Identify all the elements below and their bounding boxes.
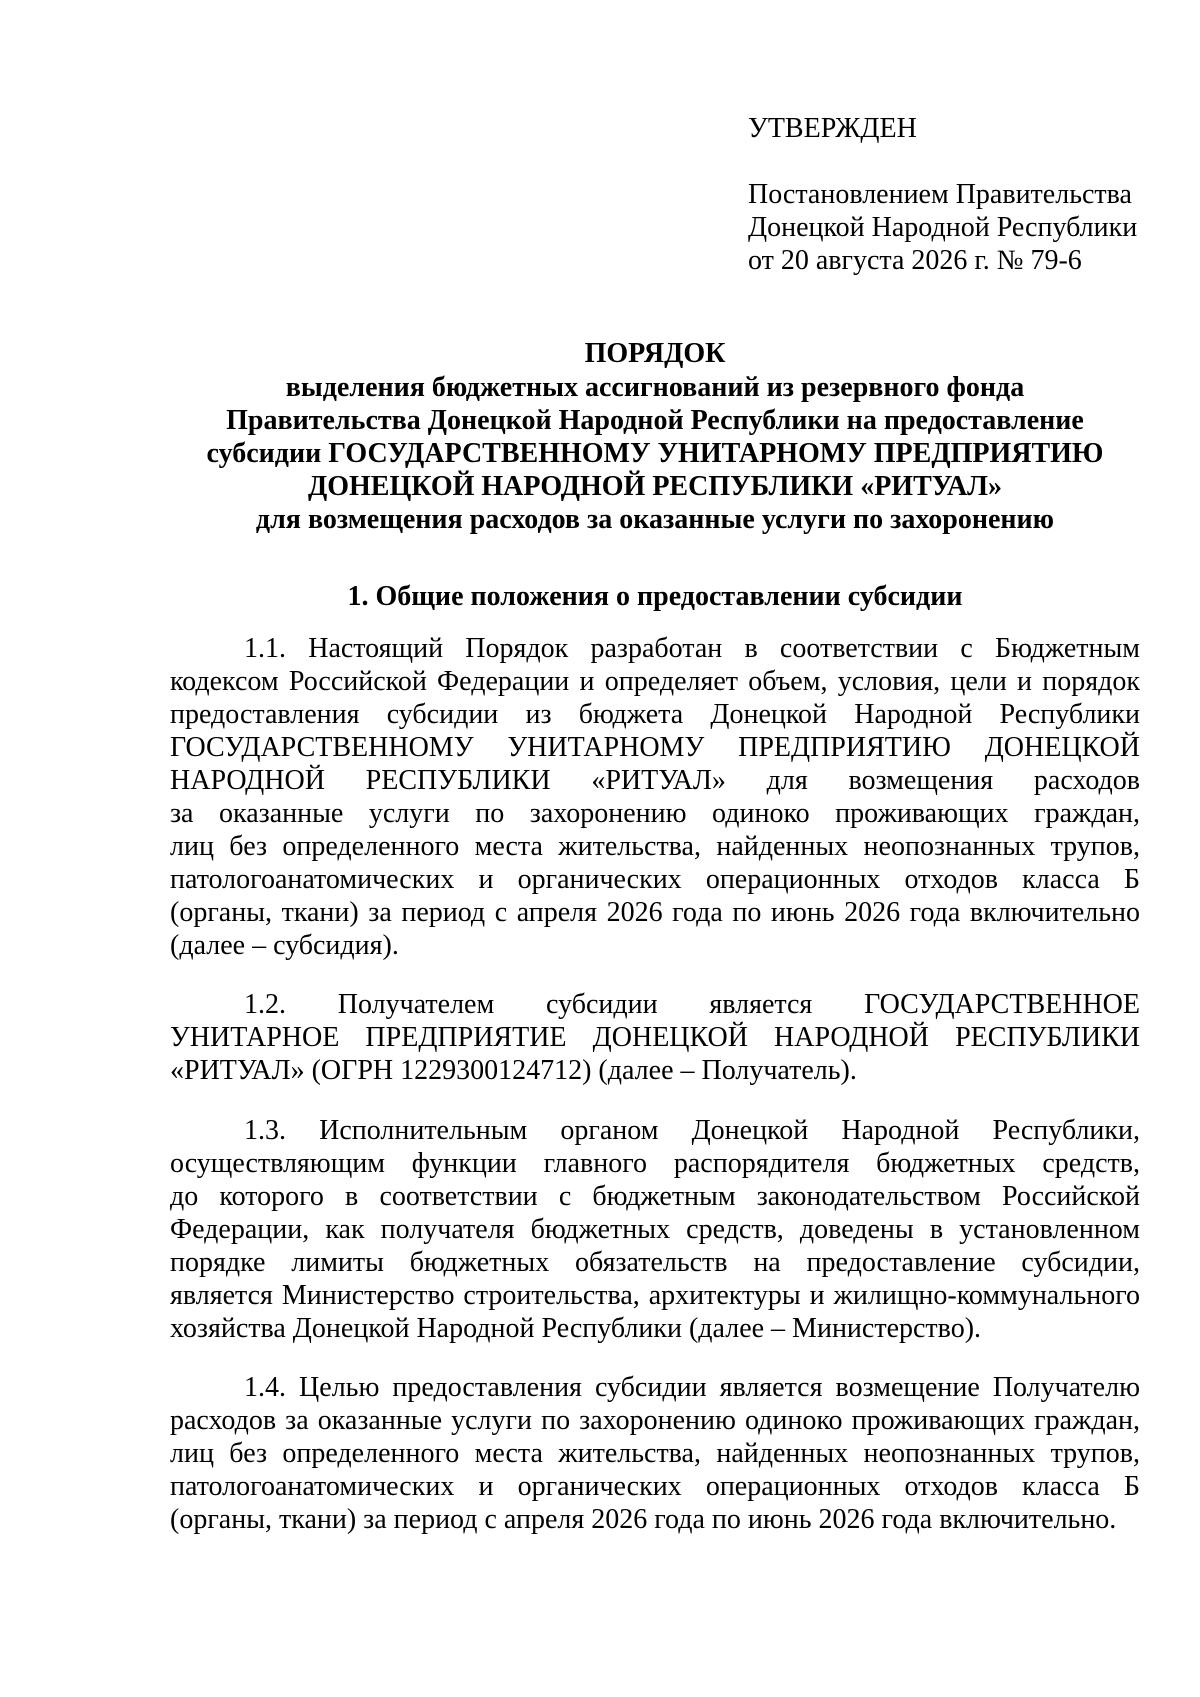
document-subtitle-line-1: выделения бюджетных ассигнований из резервного фонда (285, 372, 1025, 403)
paragraph-1-4-text (170, 1371, 1140, 1536)
paragraph-1-2 (170, 988, 1140, 1087)
paragraph-line: ГОСУДАРСТВЕННОМУ УНИТАРНОМУ ПРЕДПРИЯТИЮ ДОНЕЦКОЙ (170, 732, 1140, 763)
document-title: ПОРЯДОК (584, 338, 726, 369)
paragraph-line: патологоанатомических и органических операционных отходов класса Б (170, 1471, 1140, 1502)
paragraph-line: «РИТУАЛ» (ОГРН 1229300124712) (далее – Получатель). (170, 1055, 857, 1086)
paragraph-line: 1.4. Целью предоставления субсидии является возмещение Получателю (244, 1372, 1140, 1403)
paragraph-line: лиц без определенного места жительства, найденных неопознанных трупов, (170, 831, 1140, 862)
paragraph-line: (органы, ткани) за период с апреля 2026 года по июнь 2026 года включительно (170, 897, 1140, 928)
paragraph-line: до которого в соответствии с бюджетным законодательством Российской (170, 1181, 1140, 1212)
paragraph-line: 1.3. Исполнительным органом Донецкой Народной Республики, (244, 1115, 1140, 1146)
paragraph-1-1-text (170, 632, 1140, 962)
approval-line-2: Донецкой Народной Республики (748, 212, 1138, 243)
paragraph-line: НАРОДНОЙ РЕСПУБЛИКИ «РИТУАЛ» для возмещения расходов (170, 765, 1140, 796)
paragraph-line: (далее – субсидия). (170, 930, 399, 961)
document-subtitle-line-3: субсидии ГОСУДАРСТВЕННОМУ УНИТАРНОМУ ПРЕДПРИЯТИЮ (206, 438, 1104, 469)
approval-title: УТВЕРЖДЕН (748, 113, 917, 144)
document-heading (170, 337, 1140, 536)
paragraph-1-2-text (170, 988, 1140, 1087)
paragraph-line: является Министерство строительства, архитектуры и жилищно-коммунального (170, 1280, 1140, 1311)
paragraph-line: 1.2. Получателем субсидии является ГОСУДАРСТВЕННОЕ (244, 989, 1140, 1020)
paragraph-line: УНИТАРНОЕ ПРЕДПРИЯТИЕ ДОНЕЦКОЙ НАРОДНОЙ РЕСПУБЛИКИ (170, 1022, 1140, 1053)
paragraph-1-3-text (170, 1114, 1140, 1345)
paragraph-line: патологоанатомических и органических операционных отходов класса Б (170, 864, 1140, 895)
section-title: 1. Общие положения о предоставлении субсидии (347, 581, 963, 612)
document-subtitle-line-5: для возмещения расходов за оказанные услуги по захоронению (255, 504, 1055, 535)
paragraph-line: расходов за оказанные услуги по захоронению одиноко проживающих граждан, (170, 1405, 1140, 1436)
paragraph-line: хозяйства Донецкой Народной Республики (далее – Министерство). (170, 1313, 982, 1344)
paragraph-line: (органы, ткани) за период с апреля 2026 года по июнь 2026 года включительно. (170, 1504, 1117, 1535)
paragraph-line: кодексом Российской Федерации и определяет объем, условия, цели и порядок (170, 666, 1140, 697)
paragraph-line: за оказанные услуги по захоронению одиноко проживающих граждан, (170, 798, 1140, 829)
approval-block (748, 112, 1168, 277)
paragraph-line: Федерации, как получателя бюджетных средств, доведены в установленном (170, 1214, 1140, 1245)
paragraph-line: 1.1. Настоящий Порядок разработан в соответствии с Бюджетным (244, 633, 1140, 664)
document-subtitle-line-2: Правительства Донецкой Народной Республики на предоставление (226, 405, 1084, 436)
paragraph-line: осуществляющим функции главного распорядителя бюджетных средств, (170, 1148, 1140, 1179)
document-subtitle-line-4: ДОНЕЦКОЙ НАРОДНОЙ РЕСПУБЛИКИ «РИТУАЛ» (307, 471, 1003, 502)
paragraph-1-4 (170, 1371, 1140, 1536)
paragraph-1-1 (170, 632, 1140, 962)
paragraph-line: предоставления субсидии из бюджета Донецкой Народной Республики (170, 699, 1140, 730)
approval-line-3: от 20 августа 2026 г. № 79-6 (748, 245, 1082, 276)
approval-line-1: Постановлением Правительства (748, 179, 1132, 210)
paragraph-1-3 (170, 1114, 1140, 1345)
paragraph-line: лиц без определенного места жительства, найденных неопознанных трупов, (170, 1438, 1140, 1469)
paragraph-line: порядке лимиты бюджетных обязательств на предоставление субсидии, (170, 1247, 1140, 1278)
